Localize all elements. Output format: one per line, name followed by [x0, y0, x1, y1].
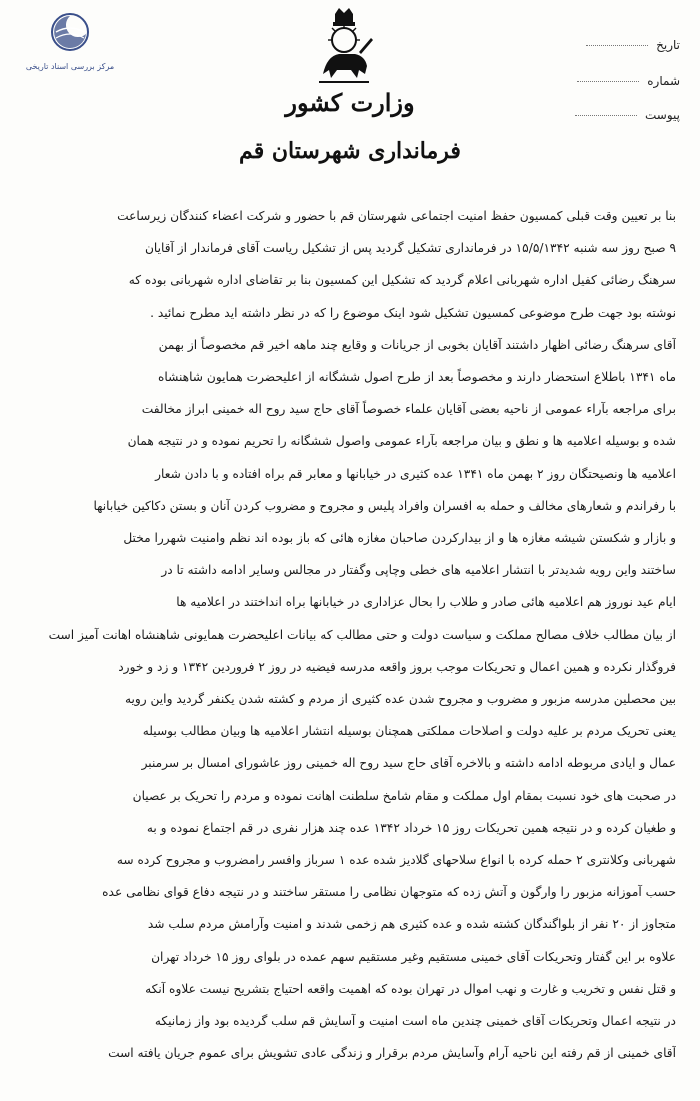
body-line: ایام عید نوروز هم اعلامیه هائی صادر و طلاب را بحال عزاداری در خیابانها براه انداختند در اعلامیه ها — [176, 595, 676, 610]
number-field — [560, 74, 680, 88]
ministry-title: وزارت کشور — [285, 88, 415, 117]
body-line: آقای سرهنگ رضائی اظهار داشتند آقایان بخوبی از جریانات و وقایع چند ماهه اخیر قم مخصوصاً از بهمن — [158, 337, 676, 352]
office-title: فرمانداری شهرستان قم — [239, 138, 461, 164]
body-line: عمال و ایادی مربوطه ادامه داشته و بالاخره آقای حاج سید روح اله خمینی روز عاشورای امسال بر سرمنبر — [141, 756, 676, 771]
body-line: و بازار و شکستن شیشه مغازه ها و از بیدارکردن صاحبان مغازه هائی که باز بوده اند نظم وامنیت شهررا مختل — [123, 531, 676, 546]
body-line: ماه ۱۳۴۱ باطلاع استحضار دارند و مخصوصاً بعد از طرح اصول ششگانه از اعلیحضرت همایون شاهنشاه — [158, 370, 676, 385]
date-label: تاریخ — [656, 38, 680, 52]
body-line: آقای خمینی از قم رفته این ناحیه آرام وآسایش مردم برقرار و زندگی عادی تشویش برای عموم جریان یافته است — [108, 1046, 676, 1061]
body-line: علاوه بر این گفتار وتحریکات آقای خمینی مستقیم وغیر مستقیم سهم عمده در بلوای روز ۱۵ خرداد تهران — [151, 949, 676, 964]
body-line: متجاوز از ۲۰ نفر از بلواگندگان کشته شده و عده کثیری هم زخمی شدند و امنیت وآرامش مردم سلب شد — [147, 917, 676, 932]
archive-watermark — [14, 12, 126, 72]
body-line: نوشته بود جهت طرح موضوعی کمسیون تشکیل شود اینک موضوع را که در نظر داشته اید مطرح نمائید . — [150, 305, 676, 320]
attachment-blank — [575, 115, 637, 116]
number-blank — [577, 81, 639, 82]
body-line: با رفراندم و شعارهای مخالف و حمله به افسران وافراد پلیس و مجروح و مضروب کردن آنان و بستن دکاکین خیابانها — [93, 498, 676, 513]
date-blank — [586, 45, 648, 46]
date-field — [560, 38, 680, 52]
body-line: از بیان مطالب خلاف مصالح مملکت و سیاست دولت و حتی مطالب که بیانات اعلیحضرت همایونی شاهنشاه اهانت آمیز است — [48, 627, 676, 642]
body-line: برای مراجعه بآراء عمومی از ناحیه بعضی آقایان علماء خصوصاً آقای حاج سید روح اله خمینی ابراز مخالفت — [141, 402, 676, 417]
number-label: شماره — [647, 74, 680, 88]
body-line: در صحبت های خود نسبت بمقام اول مملکت و مقام شامخ سلطنت اهانت نموده و مردم را تحریک بر عصیان — [132, 788, 676, 803]
body-line: بین محصلین مدرسه مزبور و مضروب و مجروح شدن عده کثیری از مردم و کشته شدن یکنفر گردید واین رویه — [124, 692, 676, 707]
body-line: و قتل نفس و تخریب و غارت و نهب اموال در تهران بوده که اهمیت واقعه احتیاج بتشریح نیست علاوه آنکه — [145, 981, 676, 996]
body-line: و طغیان کرده و در نتیجه همین تحریکات روز ۱۵ خرداد ۱۳۴۲ عده چند هزار نفری در قم اجتماع نموده و به — [146, 820, 676, 835]
body-line: ساختند واین رویه شدیدتر با انتشار اعلامیه های خطی وچاپی وگفتار در مجالس وسایر ادامه داشته تا در — [161, 563, 676, 578]
body-line: در نتیجه اعمال وتحریکات آقای خمینی چندین ماه است امنیت و آسایش قم سلب گردیده بود واز زمانیکه — [154, 1014, 676, 1029]
watermark-text: مرکز بررسی اسناد تاریخی — [25, 62, 115, 71]
body-line: فروگذار نکرده و همین اعمال و تحریکات موجب بروز واقعه مدرسه فیضیه در روز ۲ فروردین ۱۳۴۲ و زد و خورد — [118, 659, 676, 674]
body-line: ۹ صبح روز سه شنبه ۱۵/۵/۱۳۴۲ در فرمانداری تشکیل گردید پس از تشکیل ریاست آقای فرماندار از آقایان — [144, 241, 676, 256]
lion-and-sun-emblem-icon — [313, 8, 375, 88]
body-line: یعنی تحریک مردم بر علیه دولت و اصلاحات مملکتی همچنان بوسیله انتشار اعلامیه ها وبیان مطالب بوسیله — [142, 724, 676, 739]
attachment-label: پیوست — [645, 108, 680, 122]
body-line: شده و بوسیله اعلامیه ها و نطق و بیان مراجعه بآراء عمومی واصول ششگانه را تحریم نموده و در نتیجه همان — [127, 434, 676, 449]
body-line: اعلامیه ها ونصیحتگان روز ۲ بهمن ماه ۱۳۴۱ عده کثیری در خیابانها و معابر قم براه افتاده و با دادن شعار — [155, 466, 676, 481]
body-line: بنا بر تعیین وقت قبلی کمسیون حفظ امنیت اجتماعی شهرستان قم با حضور و شرکت اعضاء کنندگان زیرساعت — [117, 209, 676, 223]
body-line: شهربانی وکلانتری ۲ حمله کرده با انواع سلاحهای گلادیز شده عده ۱ سرباز وافسر رامضروب و مجروح کرده سه — [116, 853, 676, 868]
attachment-field — [560, 108, 680, 122]
body-line: حسب آموزانه مزبور را وارگون و آتش زده که متوجهان نظامی را مستقر ساختند و در نتیجه دفاع قوای نظامی عده — [102, 885, 676, 900]
document-body — [24, 200, 676, 1069]
body-line: سرهنگ رضائی کفیل اداره شهربانی اعلام گردید که تشکیل این کمسیون بنا بر تقاضای اداره شهربانی بوده که — [128, 273, 676, 288]
crescent-globe-logo-icon — [50, 12, 90, 58]
